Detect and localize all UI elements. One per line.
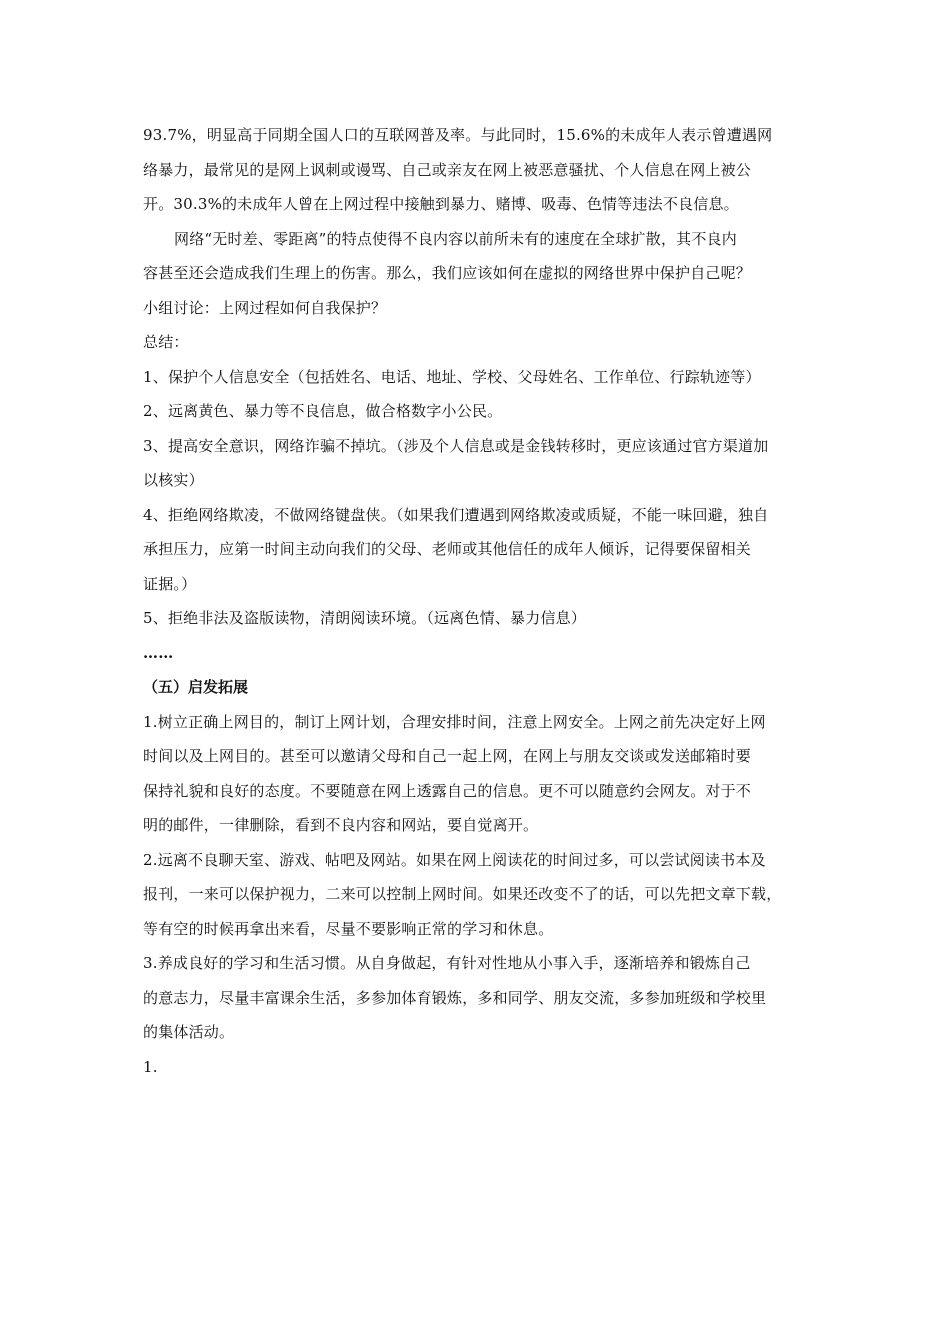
text-line: 络暴力，最常见的是网上讽刺或谩骂、自己或亲友在网上被恶意骚扰、个人信息在网上被公: [143, 160, 752, 179]
text-line: 承担压力，应第一时间主动向我们的父母、老师或其他信任的成年人倾诉，记得要保留相关: [143, 540, 752, 558]
text-line: 1.树立正确上网目的，制订上网计划，合理安排时间，注意上网安全。上网之前先决定好上网: [143, 712, 766, 731]
ellipsis: ……: [143, 643, 174, 662]
text-line: 的集体活动。: [143, 1023, 235, 1041]
document-page: [143, 118, 815, 1084]
summary-list: [143, 360, 815, 636]
intro-paragraph: [143, 118, 815, 222]
text-line: 1、保护个人信息安全（包括姓名、电话、地址、学校、父母姓名、工作单位、行踪轨迹等）: [143, 367, 761, 386]
summary-item: [143, 498, 815, 602]
text-line: 报刊，一来可以保护视力，二来可以控制上网时间。如果还改变不了的话，可以先把文章下载，: [143, 885, 782, 903]
summary-item: [143, 429, 815, 498]
summary-item: [143, 394, 815, 429]
text-line: 93.7%，明显高于同期全国人口的互联网普及率。与此同时，15.6%的未成年人表示曾遭遇网: [143, 126, 773, 144]
extension-item: [143, 705, 815, 843]
summary-item: [143, 601, 815, 636]
discussion-prompt: 小组讨论：上网过程如何自我保护？: [143, 298, 387, 317]
text-line: 时间以及上网目的。甚至可以邀请父母和自己一起上网，在网上与朋友交谈或发送邮箱时要: [143, 747, 752, 765]
text-line: 的意志力，尽量丰富课余生活，多参加体育锻炼，多和同学、朋友交流，多参加班级和学校里: [143, 988, 767, 1007]
trailing-number: 1.: [143, 1057, 158, 1076]
text-line: 容甚至还会造成我们生理上的伤害。那么，我们应该如何在虚拟的网络世界中保护自己呢？: [143, 264, 752, 282]
text-line: 3、提高安全意识，网络诈骗不掉坑。（涉及个人信息或是金钱转移时，更应该通过官方渠道加: [143, 436, 769, 455]
text-line: 3.养成良好的学习和生活习惯。从自身做起，有针对性地从小事入手，逐渐培养和锻炼自己: [143, 954, 751, 972]
extension-item: [143, 843, 815, 947]
text-line: 网络“无时差、零距离”的特点使得不良内容以前所未有的速度在全球扩散，其不良内: [174, 229, 737, 248]
network-paragraph: [143, 222, 815, 291]
text-line: 2.远离不良聊天室、游戏、帖吧及网站。如果在网上阅读花的时间过多，可以尝试阅读书本及: [143, 850, 766, 869]
section-heading: （五）启发拓展: [143, 678, 249, 696]
text-line: 以核实）: [143, 471, 204, 489]
text-line: 保持礼貌和良好的态度。不要随意在网上透露自己的信息。更不可以随意约会网友。对于不: [143, 781, 752, 800]
text-line: 证据。）: [143, 574, 197, 593]
summary-label: 总结：: [143, 333, 189, 351]
text-line: 开。30.3%的未成年人曾在上网过程中接触到暴力、赌博、吸毒、色情等违法不良信息。: [143, 195, 739, 213]
extension-list: [143, 705, 815, 1050]
text-line: 5、拒绝非法及盗版读物，清朗阅读环境。（远离色情、暴力信息）: [143, 609, 587, 627]
text-line: 4、拒绝网络欺凌，不做网络键盘侠。（如果我们遭遇到网络欺凌或质疑，不能一味回避，独自: [143, 505, 769, 524]
text-line: 明的邮件，一律删除，看到不良内容和网站，要自觉离开。: [143, 816, 539, 834]
text-line: 等有空的时候再拿出来看，尽量不要影响正常的学习和休息。: [143, 919, 554, 938]
text-line: 2、远离黄色、暴力等不良信息，做合格数字小公民。: [143, 402, 503, 420]
summary-item: [143, 360, 815, 395]
extension-item: [143, 946, 815, 1050]
